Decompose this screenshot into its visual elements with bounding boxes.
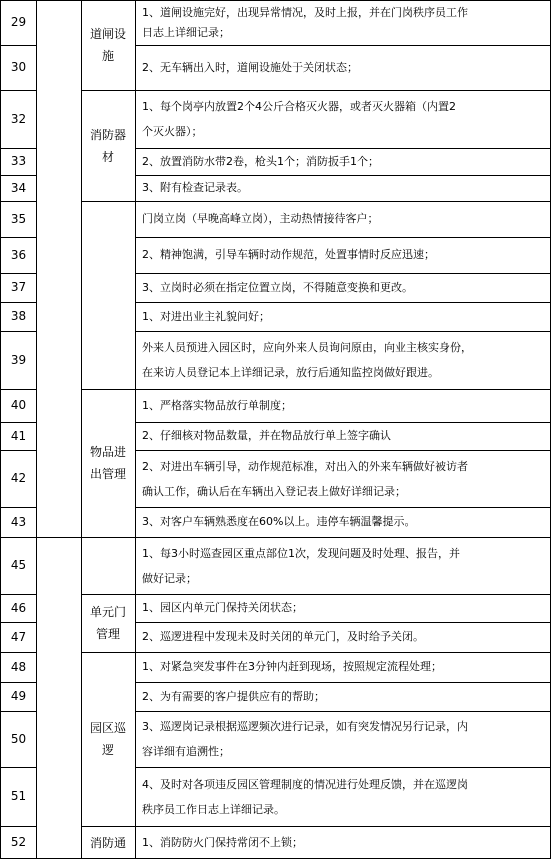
category-label: 逻: [101, 743, 114, 757]
row-divider: [0, 450, 37, 451]
column-divider: [135, 0, 136, 859]
requirement-text: 做好记录；: [142, 571, 197, 585]
row-number: 32: [10, 111, 27, 126]
requirement-text: 2、为有需要的客户提供应有的帮助；: [142, 689, 325, 703]
row-divider: [36, 537, 82, 538]
requirement-text: 日志上详细记录；: [142, 25, 230, 39]
row-divider: [0, 148, 37, 149]
requirement-text: 2、仔细核对物品数量，并在物品放行单上签字确认: [142, 429, 391, 442]
row-divider: [81, 652, 136, 653]
row-number: 37: [10, 280, 27, 294]
row-number: 38: [10, 309, 27, 323]
category-label: 施: [101, 49, 114, 63]
row-divider: [135, 767, 551, 768]
row-number: 39: [10, 352, 27, 367]
row-divider: [135, 302, 551, 303]
row-divider: [135, 450, 551, 451]
row-divider: [135, 201, 551, 202]
row-divider: [135, 273, 551, 274]
row-divider: [0, 45, 37, 46]
row-divider: [135, 682, 551, 683]
column-divider: [36, 0, 37, 859]
row-divider: [135, 90, 551, 91]
category-label: 消防通: [89, 835, 126, 850]
row-divider: [0, 652, 37, 653]
requirement-text: 在来访人员登记本上详细记录，放行后通知监控岗做好跟进。: [142, 366, 439, 379]
category-label: 消防器: [89, 127, 126, 142]
requirement-text: 确认工作，确认后在车辆出入登记表上做好详细记录；: [142, 484, 406, 498]
row-number: 49: [10, 689, 27, 703]
row-divider: [0, 711, 37, 712]
row-divider: [0, 175, 37, 176]
requirement-text: 秩序员工作日志上详细记录。: [142, 802, 285, 816]
row-number: 46: [10, 600, 27, 615]
row-number: 50: [10, 731, 27, 746]
row-number: 43: [10, 514, 27, 529]
requirement-text: 门岗立岗（早晚高峰立岗），主动热情接待客户；: [142, 212, 379, 225]
row-divider: [0, 682, 37, 683]
row-divider: [0, 422, 37, 423]
row-number: 48: [10, 659, 27, 674]
requirement-text: 3、附有检查记录表。: [142, 181, 248, 194]
requirement-text: 2、放置消防水带2卷，枪头1个；消防扳手1个；: [142, 154, 379, 168]
row-number: 29: [10, 15, 27, 29]
row-divider: [0, 594, 37, 595]
category-label: 物品进: [89, 445, 126, 459]
row-divider: [135, 422, 551, 423]
row-number: 30: [10, 60, 27, 74]
row-divider: [135, 622, 551, 623]
row-divider: [81, 0, 136, 1]
row-divider: [135, 537, 551, 538]
row-divider: [0, 826, 37, 827]
row-divider: [81, 389, 136, 390]
row-number: 34: [10, 180, 27, 195]
category-label: 材: [101, 149, 114, 164]
row-number: 40: [10, 398, 27, 412]
requirement-text: 1、每个岗亭内放置2个4公斤合格灭火器，或者灭火器箱（内置2: [142, 100, 456, 113]
row-number: 45: [10, 558, 27, 572]
row-divider: [0, 201, 37, 202]
requirement-text: 3、巡逻岗记录根据巡逻频次进行记录，如有突发情况另行记录，内: [142, 720, 468, 733]
column-divider: [550, 0, 551, 859]
requirement-text: 1、道闸设施完好，出现异常情况，及时上报，并在门岗秩序员工作: [142, 5, 468, 19]
requirement-text: 1、严格落实物品放行单制度；: [142, 398, 292, 412]
row-divider: [135, 826, 551, 827]
row-divider: [135, 507, 551, 508]
category-label: 单元门: [89, 605, 126, 619]
row-divider: [135, 237, 551, 238]
row-number: 35: [10, 211, 27, 226]
requirement-text: 2、对进出车辆引导，动作规范标准，对出入的外来车辆做好被访者: [142, 459, 468, 473]
requirement-text: 1、对进出业主礼貌问好；: [142, 309, 270, 323]
category-label: 出管理: [89, 467, 126, 481]
row-number: 51: [10, 789, 27, 803]
row-divider: [0, 389, 37, 390]
row-divider: [0, 237, 37, 238]
row-divider: [135, 652, 551, 653]
requirement-text: 1、园区内单元门保持关闭状态；: [142, 601, 303, 614]
requirement-text: 个灭火器）；: [142, 125, 203, 138]
requirement-text: 4、及时对各项违反园区管理制度的情况进行处理反馈，并在巡逻岗: [142, 777, 468, 791]
requirement-text: 1、对紧急突发事件在3分钟内赶到现场，按照规定流程处理；: [142, 660, 442, 673]
requirement-text: 1、每3小时巡查园区重点部位1次，发现问题及时处理、报告，并: [142, 546, 460, 560]
requirement-text: 外来人员预进入园区时，应向外来人员询问原由，向业主核实身份，: [142, 341, 472, 354]
row-divider: [0, 0, 37, 1]
row-divider: [135, 45, 551, 46]
row-divider: [135, 175, 551, 176]
row-divider: [81, 537, 136, 538]
row-divider: [0, 767, 37, 768]
row-divider: [135, 711, 551, 712]
requirement-text: 2、无车辆出入时，道闸设施处于关闭状态；: [142, 60, 358, 74]
row-divider: [0, 90, 37, 91]
category-label: 道闸设: [89, 27, 126, 41]
requirement-text: 容详细有追溯性；: [142, 745, 230, 758]
requirement-text: 2、精神饱满，引导车辆时动作规范，处置事情时反应迅速；: [142, 248, 435, 261]
row-divider: [0, 331, 37, 332]
row-divider: [36, 0, 82, 1]
row-divider: [81, 90, 136, 91]
row-divider: [0, 622, 37, 623]
row-divider: [135, 389, 551, 390]
row-number: 52: [10, 835, 27, 849]
row-number: 33: [10, 154, 27, 168]
requirement-text: 1、消防防火门保持常闭不上锁；: [142, 835, 303, 849]
row-divider: [81, 826, 136, 827]
row-number: 42: [10, 471, 27, 485]
row-divider: [0, 537, 37, 538]
row-divider: [135, 0, 551, 1]
row-divider: [0, 302, 37, 303]
row-divider: [0, 507, 37, 508]
requirement-text: 3、对客户车辆熟悉度在60%以上。违停车辆温馨提示。: [142, 515, 416, 528]
row-divider: [135, 594, 551, 595]
row-number: 36: [10, 247, 27, 262]
row-divider: [81, 201, 136, 202]
requirement-text: 3、立岗时必须在指定位置立岗，不得随意变换和更改。: [142, 280, 413, 294]
row-divider: [81, 594, 136, 595]
row-number: 47: [10, 629, 27, 644]
requirement-text: 2、巡逻进程中发现未及时关闭的单元门，及时给予关闭。: [142, 630, 424, 643]
row-number: 41: [10, 428, 27, 443]
row-divider: [0, 273, 37, 274]
category-label: 园区巡: [89, 721, 126, 735]
row-divider: [135, 148, 551, 149]
row-divider: [135, 331, 551, 332]
category-label: 管理: [95, 627, 120, 641]
